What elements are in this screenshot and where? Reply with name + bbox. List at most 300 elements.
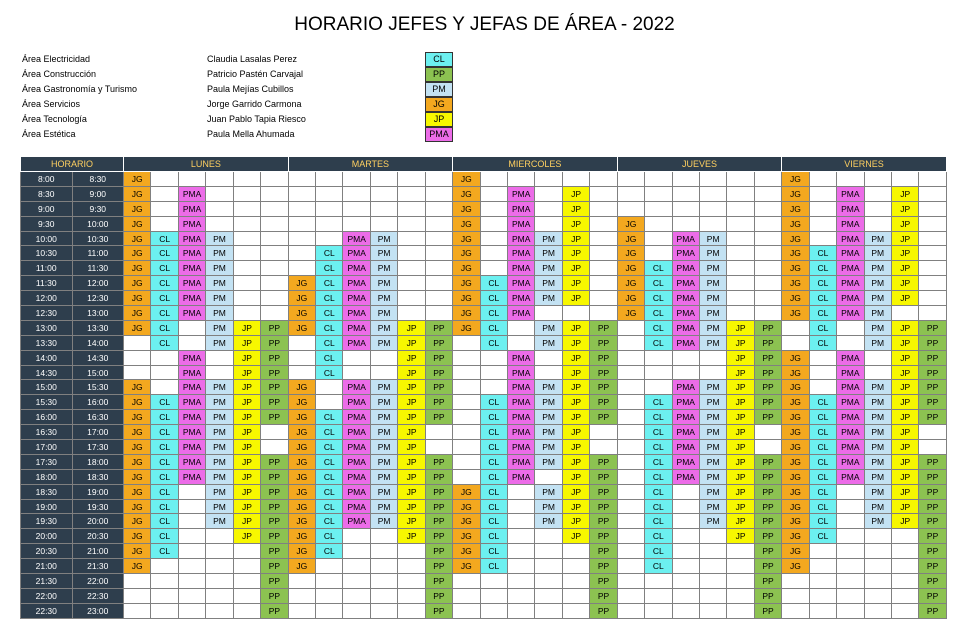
schedule-cell: JP — [727, 484, 754, 499]
schedule-cell: JP — [562, 454, 589, 469]
schedule-cell: PM — [370, 380, 397, 395]
empty-cell — [809, 172, 836, 187]
schedule-cell: JG — [124, 410, 151, 425]
schedule-cell: JG — [453, 246, 480, 261]
schedule-cell: PMA — [672, 425, 699, 440]
empty-cell — [343, 350, 370, 365]
schedule-cell: PMA — [343, 306, 370, 321]
time-from: 13:30 — [21, 335, 73, 350]
schedule-cell: JG — [288, 559, 315, 574]
schedule-cell: JG — [617, 306, 644, 321]
empty-cell — [562, 544, 589, 559]
schedule-cell: JG — [288, 320, 315, 335]
empty-cell — [754, 276, 781, 291]
empty-cell — [891, 529, 918, 544]
schedule-row — [21, 559, 947, 574]
empty-cell — [754, 246, 781, 261]
schedule-cell: CL — [316, 291, 343, 306]
legend-area: Área Tecnología — [22, 114, 87, 124]
empty-cell — [124, 603, 151, 618]
empty-cell — [453, 603, 480, 618]
schedule-cell: JP — [727, 365, 754, 380]
schedule-cell: PP — [261, 588, 289, 603]
schedule-cell: PMA — [343, 440, 370, 455]
empty-cell — [151, 350, 178, 365]
schedule-cell: PM — [370, 291, 397, 306]
time-from: 15:00 — [21, 380, 73, 395]
schedule-cell: PP — [754, 529, 781, 544]
empty-cell — [343, 201, 370, 216]
time-from: 16:30 — [21, 425, 73, 440]
schedule-cell: PM — [206, 291, 233, 306]
schedule-cell: PMA — [837, 395, 864, 410]
empty-cell — [754, 216, 781, 231]
empty-cell — [453, 440, 480, 455]
empty-cell — [453, 395, 480, 410]
schedule-cell: PMA — [837, 410, 864, 425]
schedule-cell: PM — [864, 335, 891, 350]
schedule-cell: JP — [398, 425, 425, 440]
empty-cell — [617, 454, 644, 469]
empty-cell — [535, 603, 562, 618]
schedule-cell: PM — [864, 425, 891, 440]
empty-cell — [727, 574, 754, 589]
schedule-cell: PP — [919, 335, 946, 350]
schedule-cell: CL — [809, 514, 836, 529]
time-from: 13:00 — [21, 320, 73, 335]
schedule-row — [21, 469, 947, 484]
schedule-cell: PM — [864, 454, 891, 469]
schedule-cell: PMA — [508, 231, 535, 246]
empty-cell — [370, 350, 397, 365]
schedule-cell: PP — [261, 335, 289, 350]
schedule-cell: JP — [398, 440, 425, 455]
schedule-cell: CL — [809, 499, 836, 514]
schedule-cell: PP — [590, 574, 617, 589]
schedule-row — [21, 425, 947, 440]
schedule-cell: PP — [590, 410, 617, 425]
schedule-cell: JP — [562, 350, 589, 365]
schedule-cell: PP — [919, 559, 946, 574]
schedule-row — [21, 335, 947, 350]
schedule-cell: CL — [151, 291, 178, 306]
schedule-cell: CL — [151, 499, 178, 514]
schedule-cell: PMA — [178, 276, 205, 291]
schedule-cell: PM — [699, 231, 726, 246]
schedule-cell: PMA — [672, 231, 699, 246]
schedule-cell: CL — [316, 425, 343, 440]
empty-cell — [124, 588, 151, 603]
empty-cell — [809, 201, 836, 216]
empty-cell — [590, 201, 617, 216]
empty-cell — [645, 574, 672, 589]
schedule-cell: PM — [864, 306, 891, 321]
empty-cell — [617, 588, 644, 603]
empty-cell — [206, 603, 233, 618]
time-to: 22:00 — [72, 574, 124, 589]
schedule-cell: PP — [754, 588, 781, 603]
empty-cell — [837, 320, 864, 335]
empty-cell — [178, 499, 205, 514]
schedule-cell: JP — [891, 335, 918, 350]
schedule-cell: PP — [590, 469, 617, 484]
schedule-cell: CL — [809, 469, 836, 484]
schedule-cell: PM — [699, 469, 726, 484]
schedule-cell: PM — [206, 261, 233, 276]
schedule-cell: PMA — [343, 484, 370, 499]
schedule-cell: JG — [617, 246, 644, 261]
schedule-cell: PM — [864, 484, 891, 499]
schedule-cell: PM — [535, 425, 562, 440]
schedule-cell: CL — [316, 306, 343, 321]
schedule-cell: PM — [699, 306, 726, 321]
time-to: 18:30 — [72, 469, 124, 484]
schedule-cell: CL — [151, 514, 178, 529]
empty-cell — [782, 603, 809, 618]
empty-cell — [425, 425, 452, 440]
schedule-cell: PP — [261, 469, 289, 484]
schedule-cell: PM — [370, 276, 397, 291]
empty-cell — [453, 425, 480, 440]
schedule-cell: PP — [425, 454, 452, 469]
schedule-cell: CL — [480, 454, 507, 469]
empty-cell — [562, 574, 589, 589]
time-from: 10:00 — [21, 231, 73, 246]
empty-cell — [124, 365, 151, 380]
empty-cell — [480, 201, 507, 216]
day-header: JUEVES — [617, 157, 782, 172]
day-header: VIERNES — [782, 157, 947, 172]
schedule-cell: JG — [288, 529, 315, 544]
schedule-cell: JG — [288, 410, 315, 425]
empty-cell — [508, 544, 535, 559]
schedule-row — [21, 320, 947, 335]
schedule-cell: CL — [809, 454, 836, 469]
time-to: 13:30 — [72, 320, 124, 335]
schedule-cell: CL — [480, 410, 507, 425]
schedule-cell: PMA — [178, 469, 205, 484]
schedule-row — [21, 395, 947, 410]
time-from: 20:30 — [21, 544, 73, 559]
schedule-cell: PMA — [672, 261, 699, 276]
day-header: MARTES — [288, 157, 453, 172]
empty-cell — [233, 603, 260, 618]
empty-cell — [425, 186, 452, 201]
schedule-cell: JP — [562, 395, 589, 410]
schedule-cell: PP — [754, 335, 781, 350]
empty-cell — [864, 574, 891, 589]
schedule-cell: PMA — [672, 291, 699, 306]
empty-cell — [891, 588, 918, 603]
empty-cell — [535, 201, 562, 216]
schedule-cell: PMA — [343, 231, 370, 246]
empty-cell — [316, 186, 343, 201]
schedule-cell: CL — [151, 469, 178, 484]
schedule-cell: CL — [480, 320, 507, 335]
empty-cell — [891, 544, 918, 559]
schedule-row — [21, 410, 947, 425]
empty-cell — [151, 172, 178, 187]
schedule-cell: JG — [124, 291, 151, 306]
schedule-header-row — [21, 157, 947, 172]
time-from: 12:00 — [21, 291, 73, 306]
schedule-cell: CL — [151, 231, 178, 246]
schedule-cell: JG — [782, 291, 809, 306]
empty-cell — [809, 603, 836, 618]
schedule-cell: JP — [398, 320, 425, 335]
time-to: 21:00 — [72, 544, 124, 559]
schedule-cell: PP — [754, 410, 781, 425]
schedule-cell: JG — [124, 246, 151, 261]
empty-cell — [699, 544, 726, 559]
schedule-cell: JP — [727, 350, 754, 365]
schedule-cell: CL — [316, 529, 343, 544]
schedule-cell: PM — [206, 320, 233, 335]
empty-cell — [782, 320, 809, 335]
schedule-cell: PMA — [508, 440, 535, 455]
empty-cell — [617, 201, 644, 216]
empty-cell — [590, 186, 617, 201]
empty-cell — [288, 172, 315, 187]
empty-cell — [453, 454, 480, 469]
time-to: 14:00 — [72, 335, 124, 350]
empty-cell — [919, 425, 946, 440]
schedule-cell: PP — [754, 395, 781, 410]
schedule-cell: JP — [398, 514, 425, 529]
schedule-cell: JP — [891, 231, 918, 246]
empty-cell — [919, 261, 946, 276]
empty-cell — [233, 559, 260, 574]
empty-cell — [316, 216, 343, 231]
schedule-row — [21, 440, 947, 455]
schedule-cell: CL — [151, 335, 178, 350]
schedule-cell: JP — [562, 410, 589, 425]
schedule-cell: PMA — [672, 395, 699, 410]
schedule-cell: PP — [261, 410, 289, 425]
empty-cell — [727, 261, 754, 276]
time-from: 22:30 — [21, 603, 73, 618]
empty-cell — [288, 350, 315, 365]
empty-cell — [672, 514, 699, 529]
empty-cell — [837, 529, 864, 544]
legend-code-swatch: PP — [425, 67, 453, 82]
legend-person-name: Patricio Pastén Carvajal — [207, 69, 304, 79]
schedule-cell: PP — [590, 395, 617, 410]
schedule-cell: PP — [754, 469, 781, 484]
empty-cell — [151, 588, 178, 603]
schedule-cell: CL — [316, 320, 343, 335]
schedule-cell: PP — [590, 559, 617, 574]
empty-cell — [480, 216, 507, 231]
schedule-cell: JG — [617, 261, 644, 276]
time-from: 9:00 — [21, 201, 73, 216]
schedule-cell: PM — [206, 425, 233, 440]
schedule-cell: CL — [480, 335, 507, 350]
empty-cell — [809, 574, 836, 589]
day-header: MIERCOLES — [453, 157, 618, 172]
empty-cell — [754, 186, 781, 201]
schedule-cell: JG — [288, 469, 315, 484]
schedule-cell: JG — [453, 544, 480, 559]
empty-cell — [617, 484, 644, 499]
schedule-cell: JG — [617, 276, 644, 291]
schedule-cell: PMA — [508, 425, 535, 440]
empty-cell — [809, 588, 836, 603]
empty-cell — [151, 365, 178, 380]
empty-cell — [617, 410, 644, 425]
empty-cell — [617, 529, 644, 544]
schedule-cell: PP — [261, 320, 289, 335]
schedule-cell: PP — [919, 484, 946, 499]
schedule-cell: PP — [919, 544, 946, 559]
schedule-cell: JP — [891, 425, 918, 440]
schedule-cell: PP — [261, 574, 289, 589]
schedule-cell: PMA — [672, 306, 699, 321]
schedule-row — [21, 484, 947, 499]
empty-cell — [617, 559, 644, 574]
empty-cell — [288, 246, 315, 261]
schedule-cell: PP — [590, 529, 617, 544]
empty-cell — [398, 216, 425, 231]
empty-cell — [727, 276, 754, 291]
schedule-cell: PP — [425, 603, 452, 618]
schedule-cell: PP — [261, 499, 289, 514]
schedule-cell: PMA — [178, 291, 205, 306]
empty-cell — [343, 186, 370, 201]
schedule-cell: CL — [151, 425, 178, 440]
schedule-cell: PP — [425, 320, 452, 335]
schedule-cell: JG — [124, 261, 151, 276]
empty-cell — [590, 246, 617, 261]
schedule-cell: PMA — [837, 380, 864, 395]
legend-code-swatch: PMA — [425, 127, 453, 142]
empty-cell — [124, 335, 151, 350]
schedule-cell: JP — [233, 529, 260, 544]
empty-cell — [261, 276, 289, 291]
schedule-cell: JP — [562, 186, 589, 201]
schedule-cell: JP — [727, 514, 754, 529]
empty-cell — [727, 588, 754, 603]
empty-cell — [699, 201, 726, 216]
empty-cell — [590, 306, 617, 321]
schedule-cell: PM — [864, 261, 891, 276]
schedule-cell: JG — [288, 306, 315, 321]
schedule-cell: JP — [727, 395, 754, 410]
schedule-cell: JP — [562, 499, 589, 514]
empty-cell — [343, 544, 370, 559]
schedule-cell: JG — [782, 559, 809, 574]
schedule-cell: PMA — [837, 246, 864, 261]
schedule-cell: CL — [809, 320, 836, 335]
schedule-cell: JP — [891, 440, 918, 455]
empty-cell — [672, 603, 699, 618]
empty-cell — [864, 365, 891, 380]
time-from: 10:30 — [21, 246, 73, 261]
empty-cell — [398, 201, 425, 216]
schedule-cell: JP — [562, 469, 589, 484]
schedule-cell: JP — [727, 440, 754, 455]
schedule-cell: JG — [453, 320, 480, 335]
schedule-cell: PP — [919, 380, 946, 395]
time-to: 12:00 — [72, 276, 124, 291]
empty-cell — [672, 559, 699, 574]
schedule-cell: PP — [425, 335, 452, 350]
schedule-cell: JP — [891, 454, 918, 469]
empty-cell — [425, 440, 452, 455]
schedule-cell: PM — [370, 410, 397, 425]
schedule-cell: JG — [453, 484, 480, 499]
schedule-cell: CL — [316, 544, 343, 559]
empty-cell — [672, 365, 699, 380]
schedule-cell: PMA — [178, 186, 205, 201]
empty-cell — [645, 172, 672, 187]
time-to: 15:00 — [72, 365, 124, 380]
schedule-cell: JP — [891, 380, 918, 395]
schedule-cell: PMA — [178, 365, 205, 380]
empty-cell — [178, 514, 205, 529]
empty-cell — [370, 574, 397, 589]
schedule-cell: PM — [535, 276, 562, 291]
empty-cell — [261, 246, 289, 261]
empty-cell — [261, 216, 289, 231]
schedule-cell: PP — [425, 365, 452, 380]
schedule-cell: CL — [480, 484, 507, 499]
schedule-cell: CL — [480, 499, 507, 514]
empty-cell — [398, 559, 425, 574]
empty-cell — [206, 529, 233, 544]
schedule-cell: PP — [261, 559, 289, 574]
schedule-cell: JP — [727, 425, 754, 440]
empty-cell — [837, 603, 864, 618]
schedule-row — [21, 216, 947, 231]
schedule-cell: CL — [645, 514, 672, 529]
time-from: 20:00 — [21, 529, 73, 544]
legend-area: Área Servicios — [22, 99, 81, 109]
empty-cell — [508, 499, 535, 514]
schedule-cell: JG — [617, 231, 644, 246]
empty-cell — [261, 425, 289, 440]
schedule-cell: PMA — [343, 469, 370, 484]
empty-cell — [508, 603, 535, 618]
empty-cell — [233, 172, 260, 187]
empty-cell — [864, 559, 891, 574]
schedule-table — [20, 156, 947, 619]
schedule-cell: JG — [782, 246, 809, 261]
schedule-cell: PM — [699, 261, 726, 276]
schedule-cell: PMA — [343, 261, 370, 276]
empty-cell — [837, 172, 864, 187]
schedule-cell: CL — [480, 514, 507, 529]
time-to: 22:30 — [72, 588, 124, 603]
empty-cell — [508, 529, 535, 544]
schedule-cell: PP — [919, 365, 946, 380]
schedule-cell: PM — [699, 395, 726, 410]
schedule-cell: PMA — [178, 440, 205, 455]
empty-cell — [316, 172, 343, 187]
schedule-cell: PP — [425, 499, 452, 514]
schedule-cell: JG — [288, 440, 315, 455]
schedule-cell: JG — [124, 559, 151, 574]
legend-code-swatch: JP — [425, 112, 453, 127]
empty-cell — [809, 350, 836, 365]
schedule-cell: CL — [151, 410, 178, 425]
empty-cell — [645, 603, 672, 618]
schedule-cell: PM — [206, 231, 233, 246]
empty-cell — [508, 172, 535, 187]
empty-cell — [645, 216, 672, 231]
time-from: 8:30 — [21, 186, 73, 201]
schedule-cell: JG — [124, 440, 151, 455]
